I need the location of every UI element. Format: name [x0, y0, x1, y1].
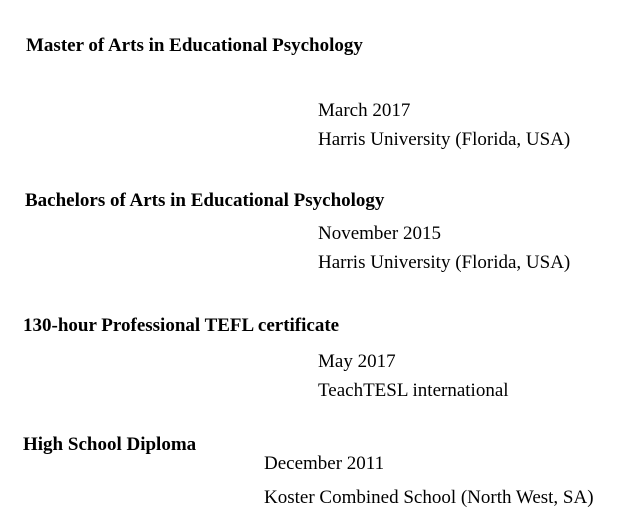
entry-date: May 2017 [318, 351, 396, 372]
entry-institution: Harris University (Florida, USA) [318, 252, 571, 273]
entry-institution: TeachTESL international [318, 380, 509, 401]
entry-date: March 2017 [318, 100, 411, 121]
degree-title: Master of Arts in Educational Psychology [26, 35, 363, 56]
degree-title: High School Diploma [23, 434, 197, 455]
degree-title: Bachelors of Arts in Educational Psychology [25, 190, 385, 211]
degree-title: 130-hour Professional TEFL certificate [23, 315, 340, 336]
entry-institution: Harris University (Florida, USA) [318, 129, 571, 150]
entry-date: November 2015 [318, 223, 441, 244]
entry-institution: Koster Combined School (North West, SA) [264, 487, 594, 508]
entry-date: December 2011 [264, 453, 385, 474]
